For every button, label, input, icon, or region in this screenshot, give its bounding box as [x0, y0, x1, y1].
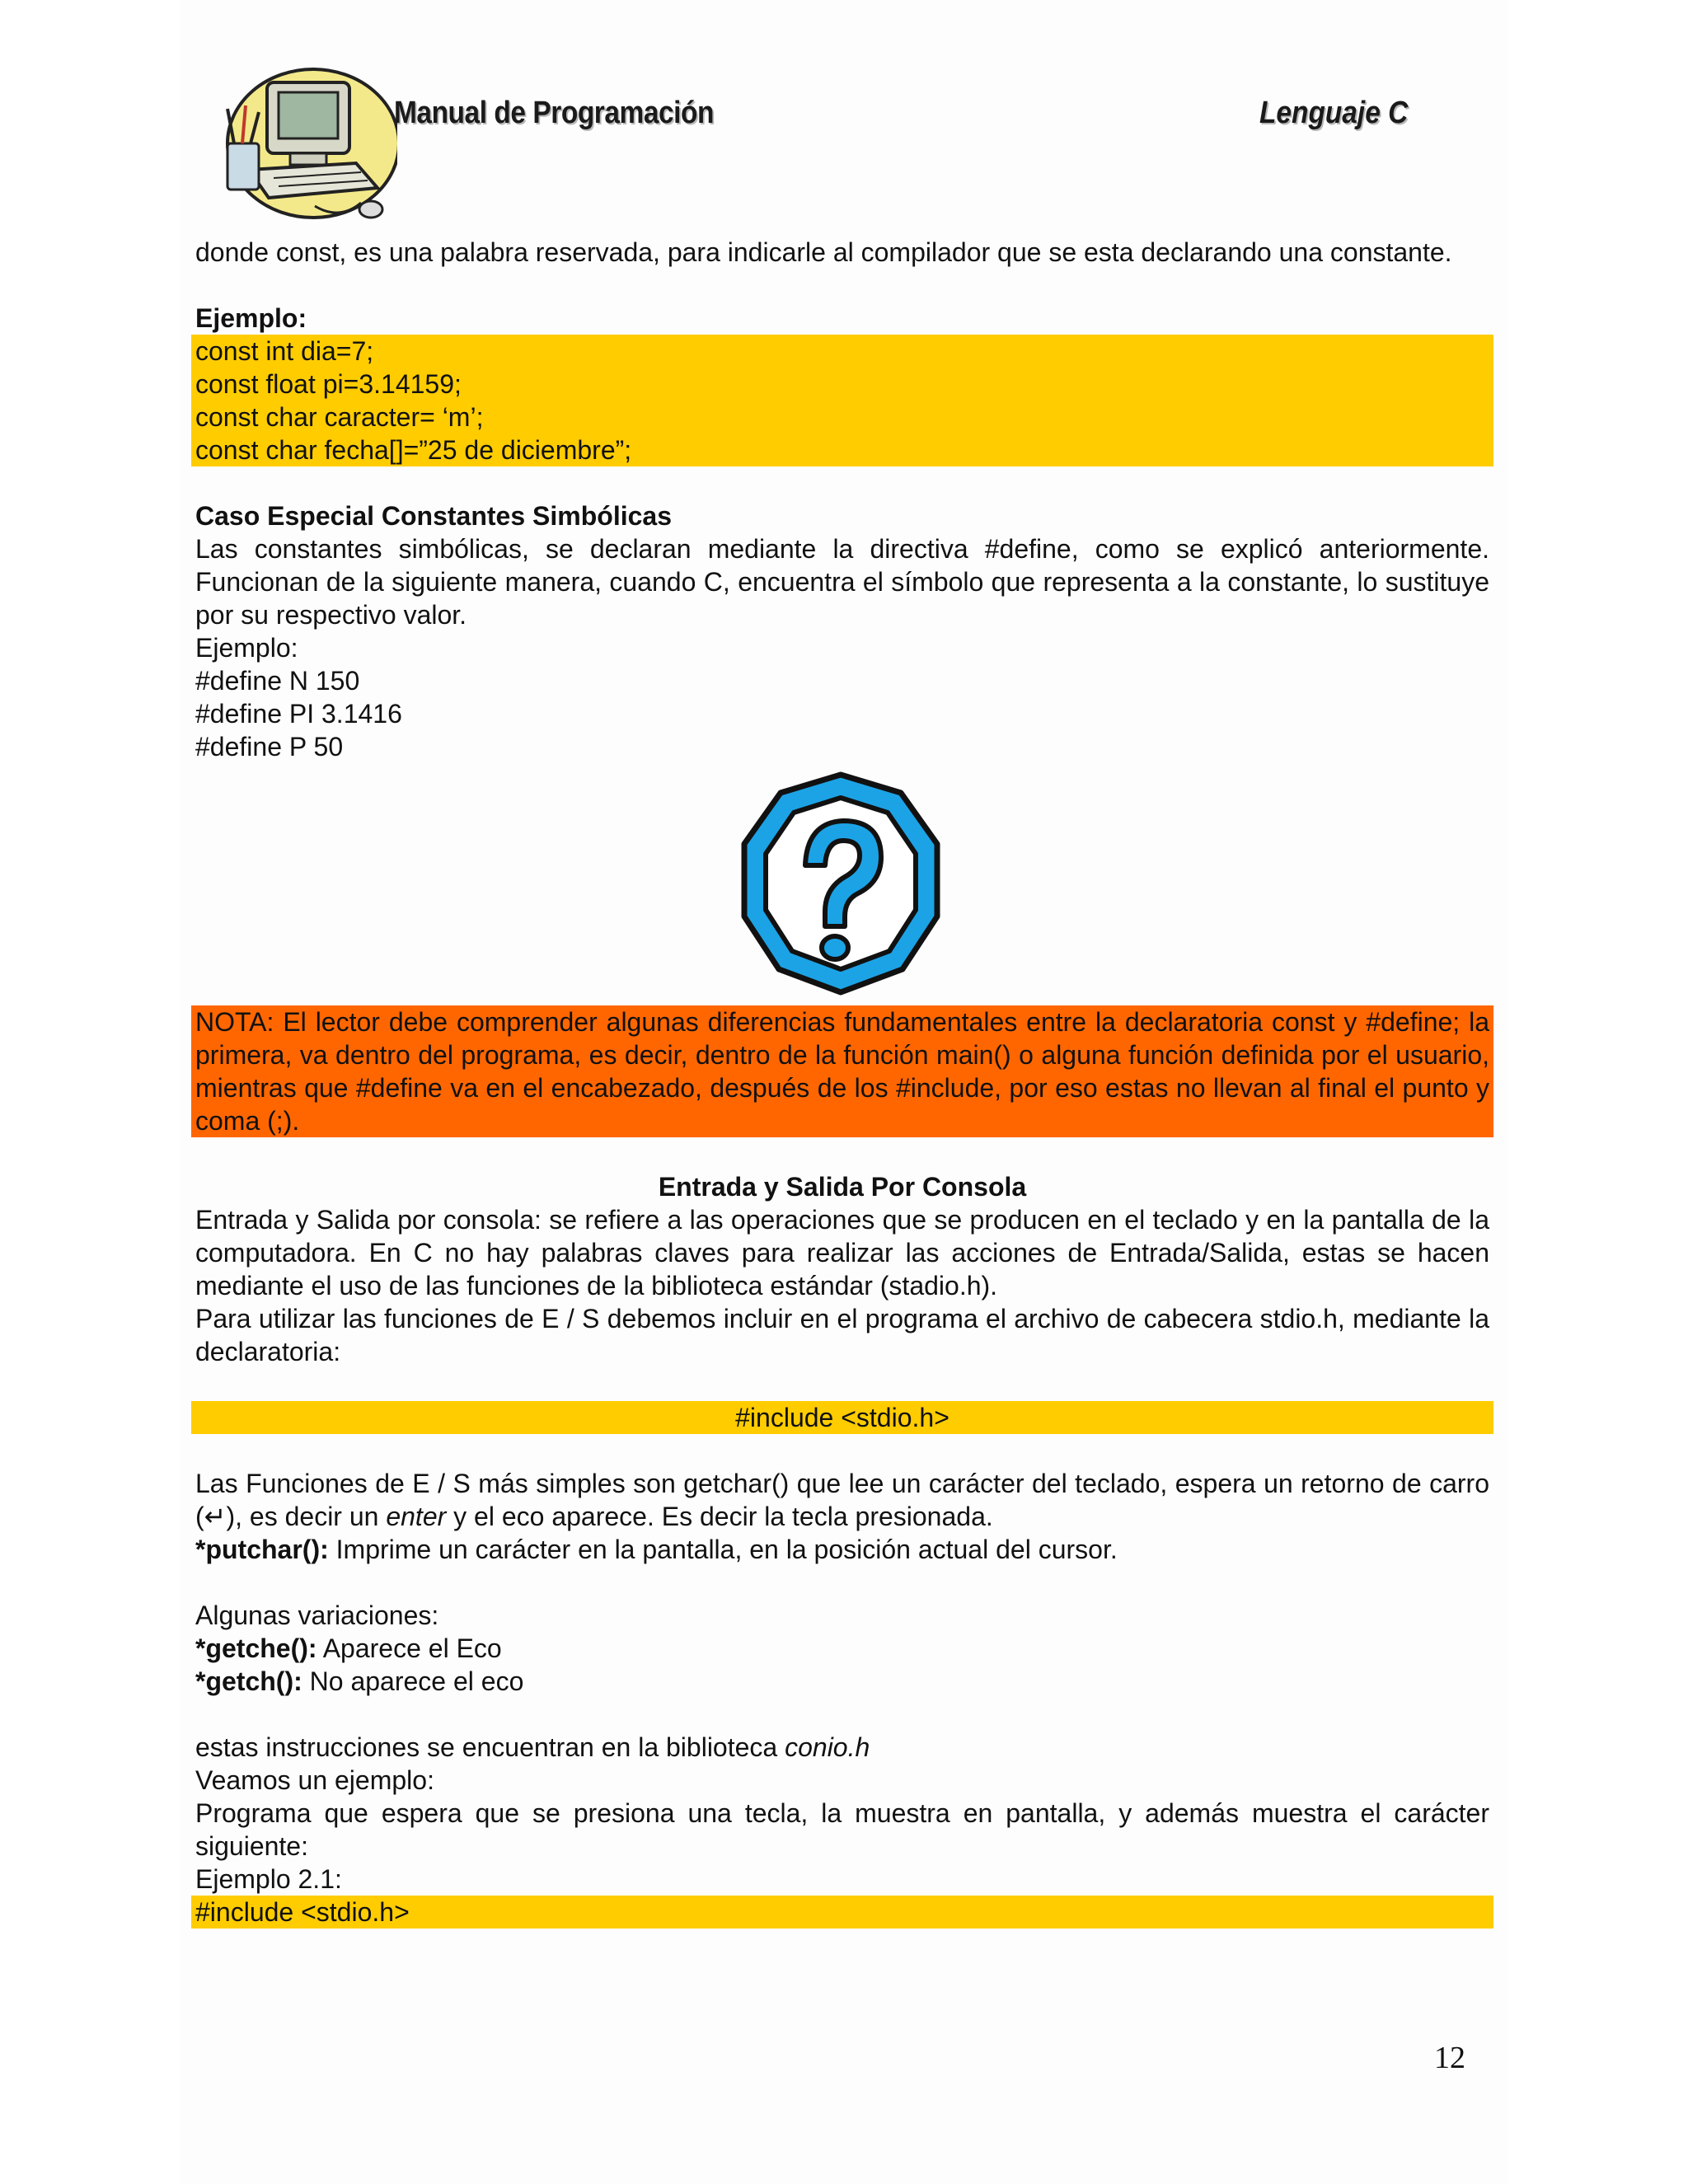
putchar-line — [195, 1533, 1489, 1566]
define-line: #define PI 3.1416 — [195, 699, 402, 729]
define-line: #define P 50 — [195, 732, 344, 762]
putchar-label: *putchar(): — [195, 1535, 329, 1564]
icon-row — [195, 763, 1489, 1005]
page-header — [216, 64, 1502, 229]
include-code-block: #include <stdio.h> — [191, 1401, 1493, 1434]
page-number: 12 — [1434, 2041, 1465, 2075]
enter-text: enter — [386, 1502, 447, 1531]
note-box: NOTA: El lector debe comprender algunas diferencias fundamentales entre la declaratoria const y #define; la primera, va dentro del programa, es decir, dentro de la función main() o alguna función definida por el usuario, mientras que #define va en el encabezado, después de los #include, por eso estas no llevan al final el punto y coma (;). — [191, 1005, 1493, 1137]
getch-line — [195, 1665, 1489, 1698]
define-line: #define N 150 — [195, 666, 360, 696]
symbolic-constants-paragraph: Las constantes simbólicas, se declaran mediante la directiva #define, como se explicó anteriormente. Funcionan de la siguiente manera, cuando C, encuentra el símbolo que representa a la constante, lo sustituye por su respectivo valor. — [195, 534, 1489, 630]
computer-clipart-icon — [216, 64, 397, 226]
document-body — [195, 236, 1489, 1929]
header-subject: Lenguaje C — [1259, 96, 1409, 130]
getch-label: *getch(): — [195, 1666, 302, 1696]
program-description: Programa que espera que se presiona una tecla, la muestra en pantalla, y además muestra el carácter siguiente: — [195, 1798, 1489, 1861]
code-line: const int dia=7; — [195, 336, 374, 366]
example-label: Ejemplo 2.1: — [195, 1864, 342, 1894]
code-line: const char fecha[]=”25 de diciembre”; — [195, 435, 632, 465]
question-mark-icon — [729, 768, 952, 999]
include-code-line: #include <stdio.h> — [191, 1896, 1493, 1929]
example-label: Ejemplo: — [195, 303, 307, 333]
code-line: const char caracter= ‘m’; — [195, 402, 484, 432]
getche-line — [195, 1632, 1489, 1665]
getchar-paragraph — [195, 1467, 1489, 1533]
section-heading: Entrada y Salida Por Consola — [658, 1172, 1027, 1202]
header-title: Manual de Programación — [394, 96, 714, 130]
getche-text: Aparece el Eco — [316, 1633, 502, 1663]
conio-line — [195, 1731, 1489, 1764]
io-paragraph: Entrada y Salida por consola: se refiere a las operaciones que se producen en el teclado y en la pantalla de la computadora. En C no hay palabras claves para realizar las acciones de Entrada/Salida, estas se hacen mediante el uso de las funciones de la biblioteca estándar (stadio.h). — [195, 1205, 1489, 1301]
io-include-paragraph: Para utilizar las funciones de E / S debemos incluir en el programa el archivo de cabecera stdio.h, mediante la declaratoria: — [195, 1304, 1489, 1366]
code-line: const float pi=3.14159; — [195, 369, 462, 399]
example-label: Ejemplo: — [195, 633, 298, 663]
putchar-text: Imprime un carácter en la pantalla, en la posición actual del cursor. — [328, 1535, 1118, 1564]
getche-label: *getche(): — [195, 1633, 317, 1663]
getchar-text: Las Funciones de E / S más simples son getchar() que lee un carácter del teclado, espera un retorno de carro (↵), es decir un — [195, 1469, 1489, 1531]
getchar-text-end: y el eco aparece. Es decir la tecla presionada. — [446, 1502, 993, 1531]
intro-paragraph: donde const, es una palabra reservada, para indicarle al compilador que se esta declarando una constante. — [195, 237, 1452, 267]
variations-label: Algunas variaciones: — [195, 1601, 439, 1630]
section-heading: Caso Especial Constantes Simbólicas — [195, 501, 672, 531]
veamos-line: Veamos un ejemplo: — [195, 1765, 434, 1795]
conio-lib: conio.h — [785, 1732, 870, 1762]
const-code-block — [191, 335, 1493, 466]
conio-text: estas instrucciones se encuentran en la biblioteca — [195, 1732, 785, 1762]
getch-text: No aparece el eco — [302, 1666, 524, 1696]
